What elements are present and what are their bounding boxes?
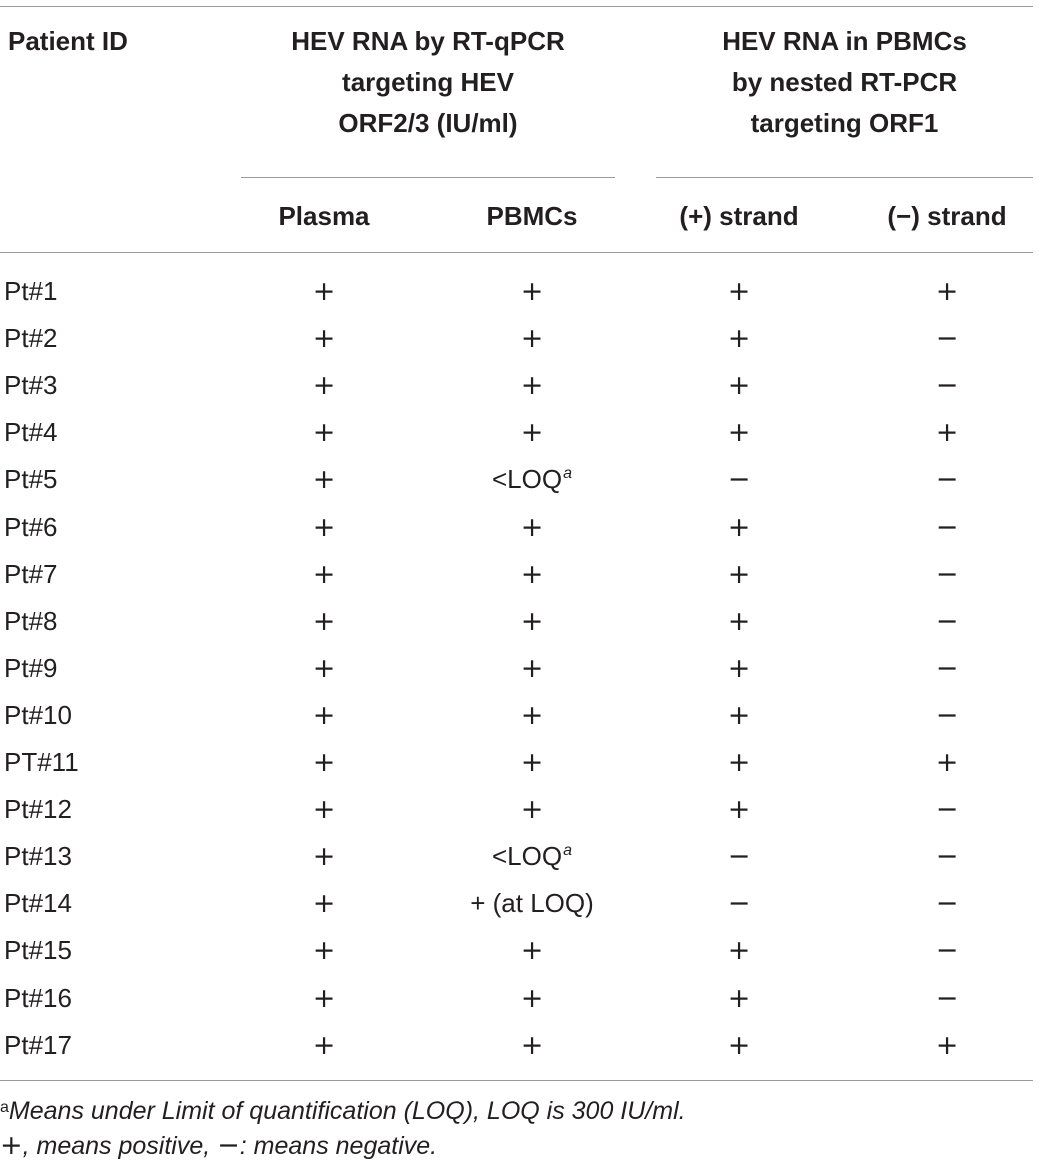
minus-value: + <box>935 1030 959 1061</box>
patient-id-cell: Pt#2 <box>4 323 58 353</box>
plus-strand-header: (+) strand <box>679 201 799 231</box>
qpcr-header-line-2: targeting HEV <box>342 67 514 97</box>
pbmcs-value: + <box>520 935 544 966</box>
plasma-value: + <box>312 559 336 590</box>
plasma-value: + <box>312 1030 336 1061</box>
minus-value: − <box>935 700 959 731</box>
plus-cell <box>659 512 819 543</box>
patient-id-cell: Pt#8 <box>4 606 58 636</box>
qpcr-group-header <box>241 21 615 144</box>
plasma-cell <box>244 1030 404 1061</box>
plus-value: + <box>727 606 751 637</box>
plasma-value: + <box>312 700 336 731</box>
plus-value: + <box>727 747 751 778</box>
plus-value: + <box>727 700 751 731</box>
plus-cell <box>659 464 819 495</box>
pbmcs-value: + <box>520 1030 544 1061</box>
plus-value: + <box>727 370 751 401</box>
patient-id-cell: Pt#16 <box>4 983 72 1013</box>
plasma-value: + <box>312 841 336 872</box>
legend-text-positive: , means positive, <box>22 1132 218 1160</box>
patient-id-cell: Pt#5 <box>4 464 58 494</box>
plus-cell <box>659 653 819 684</box>
pbmcs-cell <box>452 747 612 778</box>
pbmcs-value: + <box>520 606 544 637</box>
patient-id-cell: Pt#12 <box>4 794 72 824</box>
pbmcs-cell <box>452 417 612 448</box>
plasma-value: + <box>312 653 336 684</box>
plus-cell <box>659 370 819 401</box>
plus-value: + <box>727 935 751 966</box>
plasma-cell <box>244 935 404 966</box>
plus-cell <box>659 935 819 966</box>
plus-value: + <box>727 512 751 543</box>
minus-cell <box>867 888 1027 919</box>
plus-cell <box>659 559 819 590</box>
minus-cell <box>867 323 1027 354</box>
minus-value: − <box>935 559 959 590</box>
minus-value: − <box>935 983 959 1014</box>
patient-id-cell: Pt#6 <box>4 512 58 542</box>
patient-id-cell: Pt#1 <box>4 276 58 306</box>
footnote-a <box>0 1096 686 1126</box>
pbmcs-cell <box>452 323 612 354</box>
plus-value: + <box>727 983 751 1014</box>
patient-id-cell: Pt#15 <box>4 935 72 965</box>
minus-value: − <box>935 653 959 684</box>
footnote-marker: a <box>563 842 572 859</box>
plus-value: + <box>727 559 751 590</box>
patient-id-cell: PT#11 <box>4 747 79 777</box>
plus-cell <box>659 606 819 637</box>
legend-text-negative: : means negative. <box>239 1132 438 1160</box>
plasma-value: + <box>312 323 336 354</box>
minus-value: + <box>935 276 959 307</box>
pbmcs-cell <box>452 464 612 494</box>
plasma-cell <box>244 700 404 731</box>
plus-cell <box>659 417 819 448</box>
minus-value: − <box>935 464 959 495</box>
minus-value: − <box>935 841 959 872</box>
minus-cell <box>867 747 1027 778</box>
plus-cell <box>659 841 819 872</box>
plasma-cell <box>244 276 404 307</box>
pbmcs-value: + <box>520 370 544 401</box>
patient-id-cell: Pt#10 <box>4 700 72 730</box>
minus-value: − <box>935 606 959 637</box>
plus-cell <box>659 700 819 731</box>
footnote-a-marker: a <box>0 1099 9 1116</box>
plasma-cell <box>244 512 404 543</box>
patient-id-cell: Pt#4 <box>4 417 58 447</box>
minus-cell <box>867 606 1027 637</box>
pbmcs-cell <box>452 512 612 543</box>
qpcr-header-line-1: HEV RNA by RT-qPCR <box>291 26 565 56</box>
pbmcs-value: + (at LOQ) <box>470 888 594 918</box>
plasma-cell <box>244 323 404 354</box>
plasma-header: Plasma <box>278 201 370 231</box>
minus-cell <box>867 841 1027 872</box>
pbmcs-value: + <box>520 512 544 543</box>
pbmcs-cell <box>452 559 612 590</box>
footnote-a-text: Means under Limit of quantification (LOQ), LOQ is 300 IU/ml. <box>8 1097 686 1125</box>
patient-id-cell: Pt#3 <box>4 370 58 400</box>
minus-value: − <box>935 512 959 543</box>
pbmcs-cell <box>452 276 612 307</box>
legend-minus-symbol: − <box>217 1130 240 1161</box>
plus-cell <box>659 276 819 307</box>
minus-cell <box>867 700 1027 731</box>
plasma-value: + <box>312 276 336 307</box>
nested-header-line-3: targeting ORF1 <box>750 108 939 138</box>
minus-cell <box>867 276 1027 307</box>
patient-id-cell: Pt#14 <box>4 888 72 918</box>
plasma-value: + <box>312 370 336 401</box>
plus-value: − <box>727 888 751 919</box>
plasma-value: + <box>312 935 336 966</box>
plasma-value: + <box>312 464 336 495</box>
patient-id-cell: Pt#13 <box>4 841 72 871</box>
qpcr-header-line-3: ORF2/3 (IU/ml) <box>338 108 518 138</box>
plasma-cell <box>244 559 404 590</box>
header-bottom-rule <box>0 252 1033 253</box>
patient-id-cell: Pt#17 <box>4 1030 72 1060</box>
plus-value: − <box>727 464 751 495</box>
plasma-cell <box>244 747 404 778</box>
patient-id-cell: Pt#9 <box>4 653 58 683</box>
plasma-cell <box>244 370 404 401</box>
minus-value: − <box>935 888 959 919</box>
plus-value: + <box>727 276 751 307</box>
minus-value: + <box>935 417 959 448</box>
plus-value: + <box>727 417 751 448</box>
pbmcs-value: <LOQ <box>492 464 563 494</box>
plasma-value: + <box>312 888 336 919</box>
footnote-legend <box>0 1131 437 1161</box>
pbmcs-value: <LOQ <box>492 841 563 871</box>
plus-value: − <box>727 841 751 872</box>
nested-group-rule <box>656 177 1033 178</box>
pbmcs-value: + <box>520 983 544 1014</box>
minus-value: − <box>935 370 959 401</box>
plus-value: + <box>727 794 751 825</box>
minus-value: − <box>935 935 959 966</box>
plus-cell <box>659 983 819 1014</box>
plasma-cell <box>244 417 404 448</box>
minus-value: + <box>935 747 959 778</box>
minus-cell <box>867 512 1027 543</box>
pbmcs-value: + <box>520 323 544 354</box>
pbmcs-cell <box>452 841 612 871</box>
minus-cell <box>867 464 1027 495</box>
plus-cell <box>659 888 819 919</box>
plasma-cell <box>244 888 404 919</box>
plasma-cell <box>244 653 404 684</box>
pbmcs-cell <box>452 794 612 825</box>
plus-value: + <box>727 323 751 354</box>
table-top-rule <box>0 6 1033 7</box>
patient-id-cell: Pt#7 <box>4 559 58 589</box>
minus-cell <box>867 417 1027 448</box>
plasma-cell <box>244 464 404 495</box>
pbmcs-value: + <box>520 276 544 307</box>
plus-cell <box>659 1030 819 1061</box>
plasma-cell <box>244 606 404 637</box>
minus-strand-header: (−) strand <box>887 201 1007 231</box>
pbmcs-value: + <box>520 700 544 731</box>
pbmcs-value: + <box>520 653 544 684</box>
minus-cell <box>867 653 1027 684</box>
plasma-cell <box>244 983 404 1014</box>
plasma-value: + <box>312 794 336 825</box>
plasma-value: + <box>312 606 336 637</box>
nested-header-line-1: HEV RNA in PBMCs <box>722 26 967 56</box>
pbmcs-cell <box>452 888 612 918</box>
plasma-cell <box>244 841 404 872</box>
plasma-value: + <box>312 747 336 778</box>
pbmcs-header: PBMCs <box>486 201 578 231</box>
pbmcs-cell <box>452 935 612 966</box>
pbmcs-cell <box>452 1030 612 1061</box>
minus-cell <box>867 794 1027 825</box>
plasma-cell <box>244 794 404 825</box>
qpcr-group-rule <box>241 177 615 178</box>
plus-cell <box>659 794 819 825</box>
plasma-value: + <box>312 512 336 543</box>
pbmcs-cell <box>452 370 612 401</box>
plasma-value: + <box>312 983 336 1014</box>
minus-value: − <box>935 794 959 825</box>
minus-cell <box>867 559 1027 590</box>
nested-group-header <box>656 21 1033 144</box>
plus-cell <box>659 747 819 778</box>
pbmcs-value: + <box>520 747 544 778</box>
footnote-marker: a <box>563 465 572 482</box>
plasma-value: + <box>312 417 336 448</box>
pbmcs-value: + <box>520 559 544 590</box>
pbmcs-cell <box>452 653 612 684</box>
plus-value: + <box>727 653 751 684</box>
minus-cell <box>867 983 1027 1014</box>
pbmcs-cell <box>452 606 612 637</box>
table-bottom-rule <box>0 1080 1033 1081</box>
minus-cell <box>867 370 1027 401</box>
minus-cell <box>867 1030 1027 1061</box>
nested-header-line-2: by nested RT-PCR <box>731 67 958 97</box>
minus-cell <box>867 935 1027 966</box>
minus-value: − <box>935 323 959 354</box>
pbmcs-cell <box>452 700 612 731</box>
pbmcs-cell <box>452 983 612 1014</box>
legend-plus-symbol: + <box>0 1130 23 1161</box>
plus-value: + <box>727 1030 751 1061</box>
pbmcs-value: + <box>520 794 544 825</box>
pbmcs-value: + <box>520 417 544 448</box>
patient-id-header: Patient ID <box>8 26 128 56</box>
plus-cell <box>659 323 819 354</box>
